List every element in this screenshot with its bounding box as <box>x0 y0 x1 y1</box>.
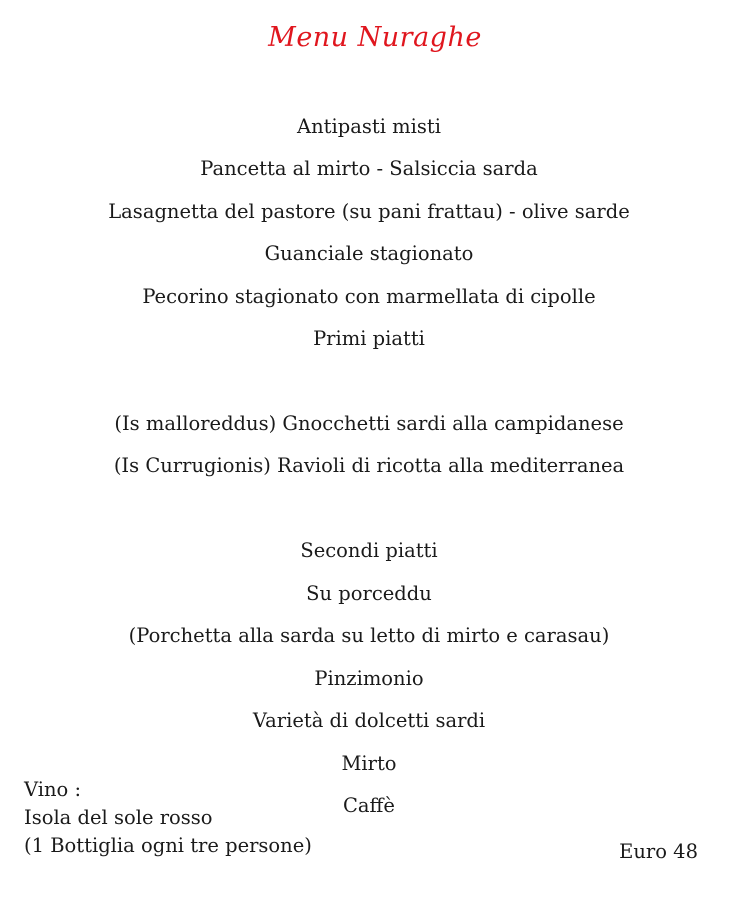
menu-item-caffe: Caffè <box>343 794 395 817</box>
antipasti-heading: Antipasti misti <box>297 115 441 138</box>
menu-item-dolcetti: Varietà di dolcetti sardi <box>252 709 486 732</box>
wine-name: Isola del sole rosso <box>24 806 213 829</box>
secondi-heading: Secondi piatti <box>300 539 438 562</box>
menu-item-pecorino: Pecorino stagionato con marmellata di cipolle <box>142 285 596 308</box>
menu-title: Menu Nuraghe <box>268 22 482 53</box>
menu-item-porceddu: Su porceddu <box>306 582 432 605</box>
wine-note: (1 Bottiglia ogni tre persone) <box>24 834 312 857</box>
menu-item-mirto: Mirto <box>341 752 397 775</box>
wine-label: Vino : <box>24 778 82 801</box>
menu-item-pinzimonio: Pinzimonio <box>314 667 424 690</box>
menu-item-porchetta-note: (Porchetta alla sarda su letto di mirto e carasau) <box>128 624 610 647</box>
menu-item-lasagnetta: Lasagnetta del pastore (su pani frattau) - olive sarde <box>108 200 630 223</box>
menu-item-malloreddus: (Is malloreddus) Gnocchetti sardi alla campidanese <box>114 412 624 435</box>
menu-item-currugionis: (Is Currugionis) Ravioli di ricotta alla mediterranea <box>113 454 625 477</box>
price: Euro 48 <box>619 840 698 863</box>
primi-heading: Primi piatti <box>313 327 425 350</box>
menu-item-guanciale: Guanciale stagionato <box>264 242 474 265</box>
menu-item-pancetta: Pancetta al mirto - Salsiccia sarda <box>200 157 538 180</box>
wine-block <box>24 776 312 860</box>
